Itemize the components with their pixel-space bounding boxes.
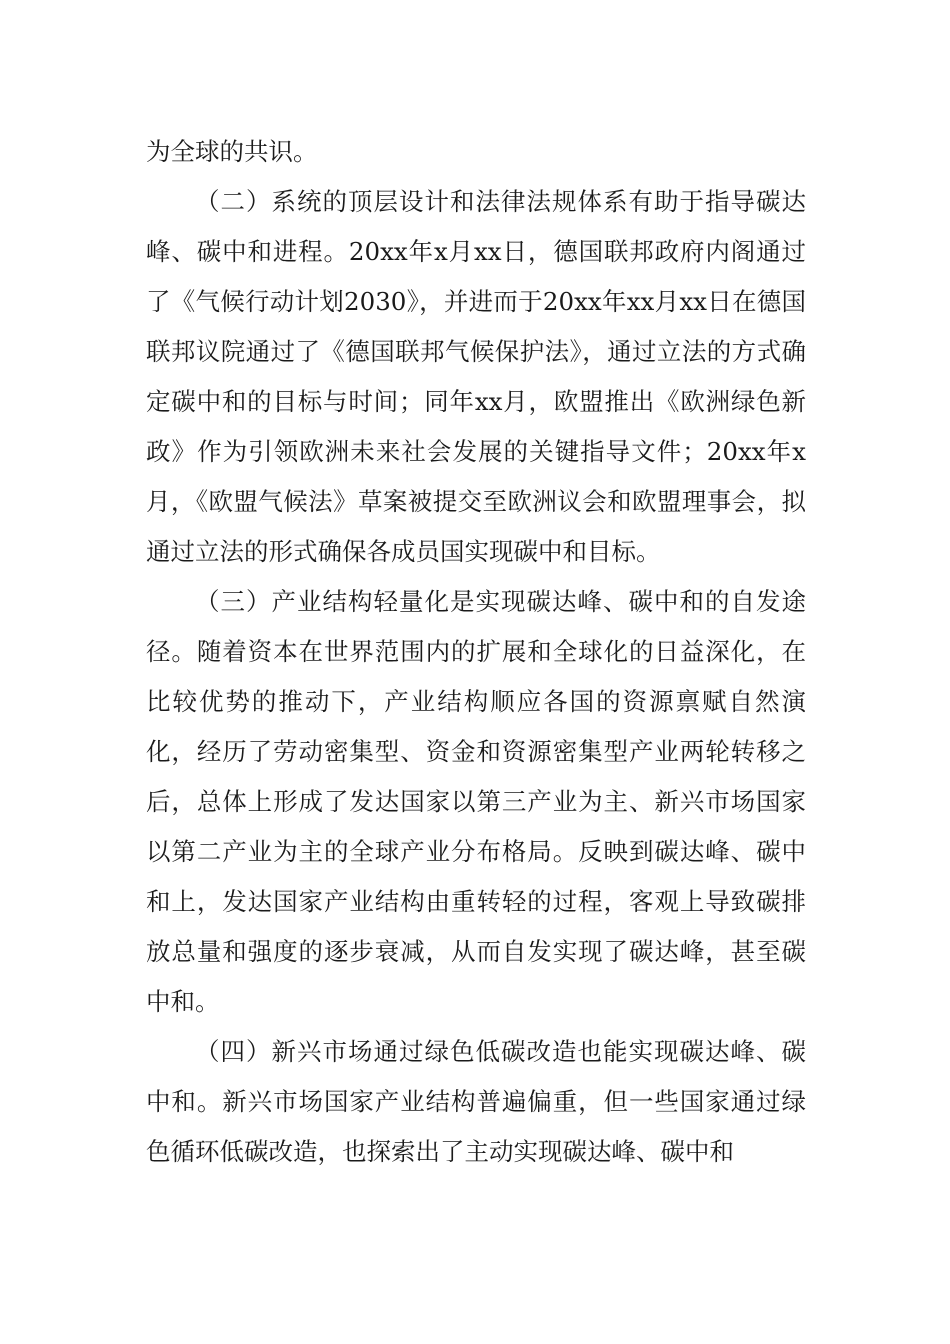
paragraph-section-2: （二）系统的顶层设计和法律法规体系有助于指导碳达峰、碳中和进程。20xx年x月xx日，德国联邦政府内阁通过了《气候行动计划2030》，并进而于20xx年xx月xx日在德国联邦议院通过了《德国联邦气候保护法》，通过立法的方式确定碳中和的目标与时间；同年xx月，欧盟推出《欧洲绿色新政》作为引领欧洲未来社会发展的关键指导文件；20xx年x月，《欧盟气候法》草案被提交至欧洲议会和欧盟理事会，拟通过立法的形式确保各成员国实现碳中和目标。 [146, 187, 806, 566]
paragraph-continuation: 为全球的共识。 [146, 137, 318, 166]
paragraph-section-3: （三）产业结构轻量化是实现碳达峰、碳中和的自发途径。随着资本在世界范围内的扩展和全球化的日益深化，在比较优势的推动下，产业结构顺应各国的资源禀赋自然演化，经历了劳动密集型、资金和资源密集型产业两轮转移之后，总体上形成了发达国家以第三产业为主、新兴市场国家以第二产业为主的全球产业分布格局。反映到碳达峰、碳中和上，发达国家产业结构由重转轻的过程，客观上导致碳排放总量和强度的逐步衰减，从而自发实现了碳达峰，甚至碳中和。 [146, 587, 806, 1016]
paragraph-section-4: （四）新兴市场通过绿色低碳改造也能实现碳达峰、碳中和。新兴市场国家产业结构普遍偏重，但一些国家通过绿色循环低碳改造，也探索出了主动实现碳达峰、碳中和 [146, 1037, 806, 1166]
document-body [146, 127, 806, 1177]
